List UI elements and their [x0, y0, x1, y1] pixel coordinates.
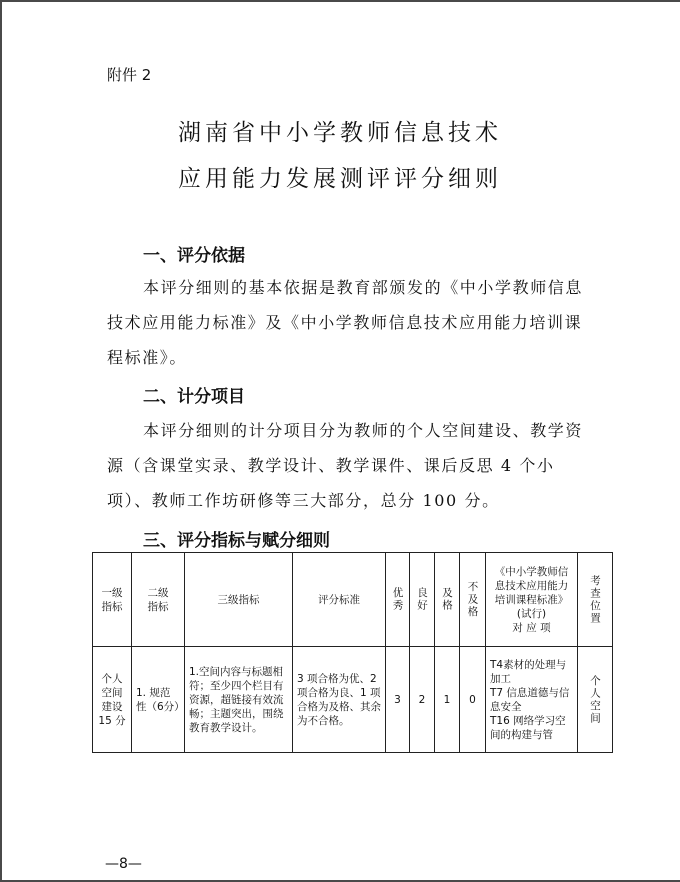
attachment-label: 附件 2 [107, 66, 152, 84]
section-heading-basis: 一、评分依据 [143, 246, 245, 266]
cell-good: 2 [410, 647, 435, 753]
table-row [93, 647, 613, 753]
section-body-basis: 本评分细则的基本依据是教育部颁发的《中小学教师信息技术应用能力标准》及《中小学教师信息技术应用能力培训课程标准》。 [107, 278, 584, 367]
cell-level1: 个人空间建设15 分 [93, 647, 132, 753]
cell-level2: 1. 规范性（6分） [132, 647, 185, 753]
header-location: 考查位置 [578, 553, 613, 647]
table-header-row [93, 553, 613, 647]
document-title-line-1: 湖南省中小学教师信息技术 [178, 120, 502, 146]
section-body-items: 本评分细则的计分项目分为教师的个人空间建设、教学资源（含课堂实录、教学设计、教学课件、课后反思 4 个小项）、教师工作坊研修等三大部分，总分 100 分。 [107, 421, 584, 510]
header-level2: 二级 指标 [132, 553, 185, 647]
header-good: 良好 [410, 553, 435, 647]
document-title-line-2: 应用能力发展测评评分细则 [178, 166, 502, 192]
cell-fail: 0 [460, 647, 486, 753]
header-mapping: 《中小学教师信息技术应用能力培训课程标准》(试行) 对 应 项 [486, 553, 578, 647]
page-number: —8— [105, 856, 142, 872]
section-heading-indicators: 三、评分指标与赋分细则 [143, 531, 330, 551]
cell-location: 个人空间 [578, 647, 613, 753]
header-level1: 一级 指标 [93, 553, 132, 647]
header-excellent: 优秀 [386, 553, 410, 647]
cell-mapping: T4素材的处理与加工 T7 信息道德与信息安全 T16 网络学习空间的构建与管 [486, 647, 578, 753]
header-level3: 三级指标 [185, 553, 293, 647]
header-fail: 不及格 [460, 553, 486, 647]
header-criteria: 评分标准 [293, 553, 386, 647]
cell-pass: 1 [435, 647, 460, 753]
header-pass: 及格 [435, 553, 460, 647]
cell-level3: 1.空间内容与标题相符；至少四个栏目有资源，超链接有效流畅；主题突出，围绕教育教学设计。 [185, 647, 293, 753]
cell-criteria: 3 项合格为优、2 项合格为良、1 项合格为及格、其余为不合格。 [293, 647, 386, 753]
scoring-table [92, 552, 613, 753]
cell-excellent: 3 [386, 647, 410, 753]
section-heading-items: 二、计分项目 [143, 387, 245, 407]
